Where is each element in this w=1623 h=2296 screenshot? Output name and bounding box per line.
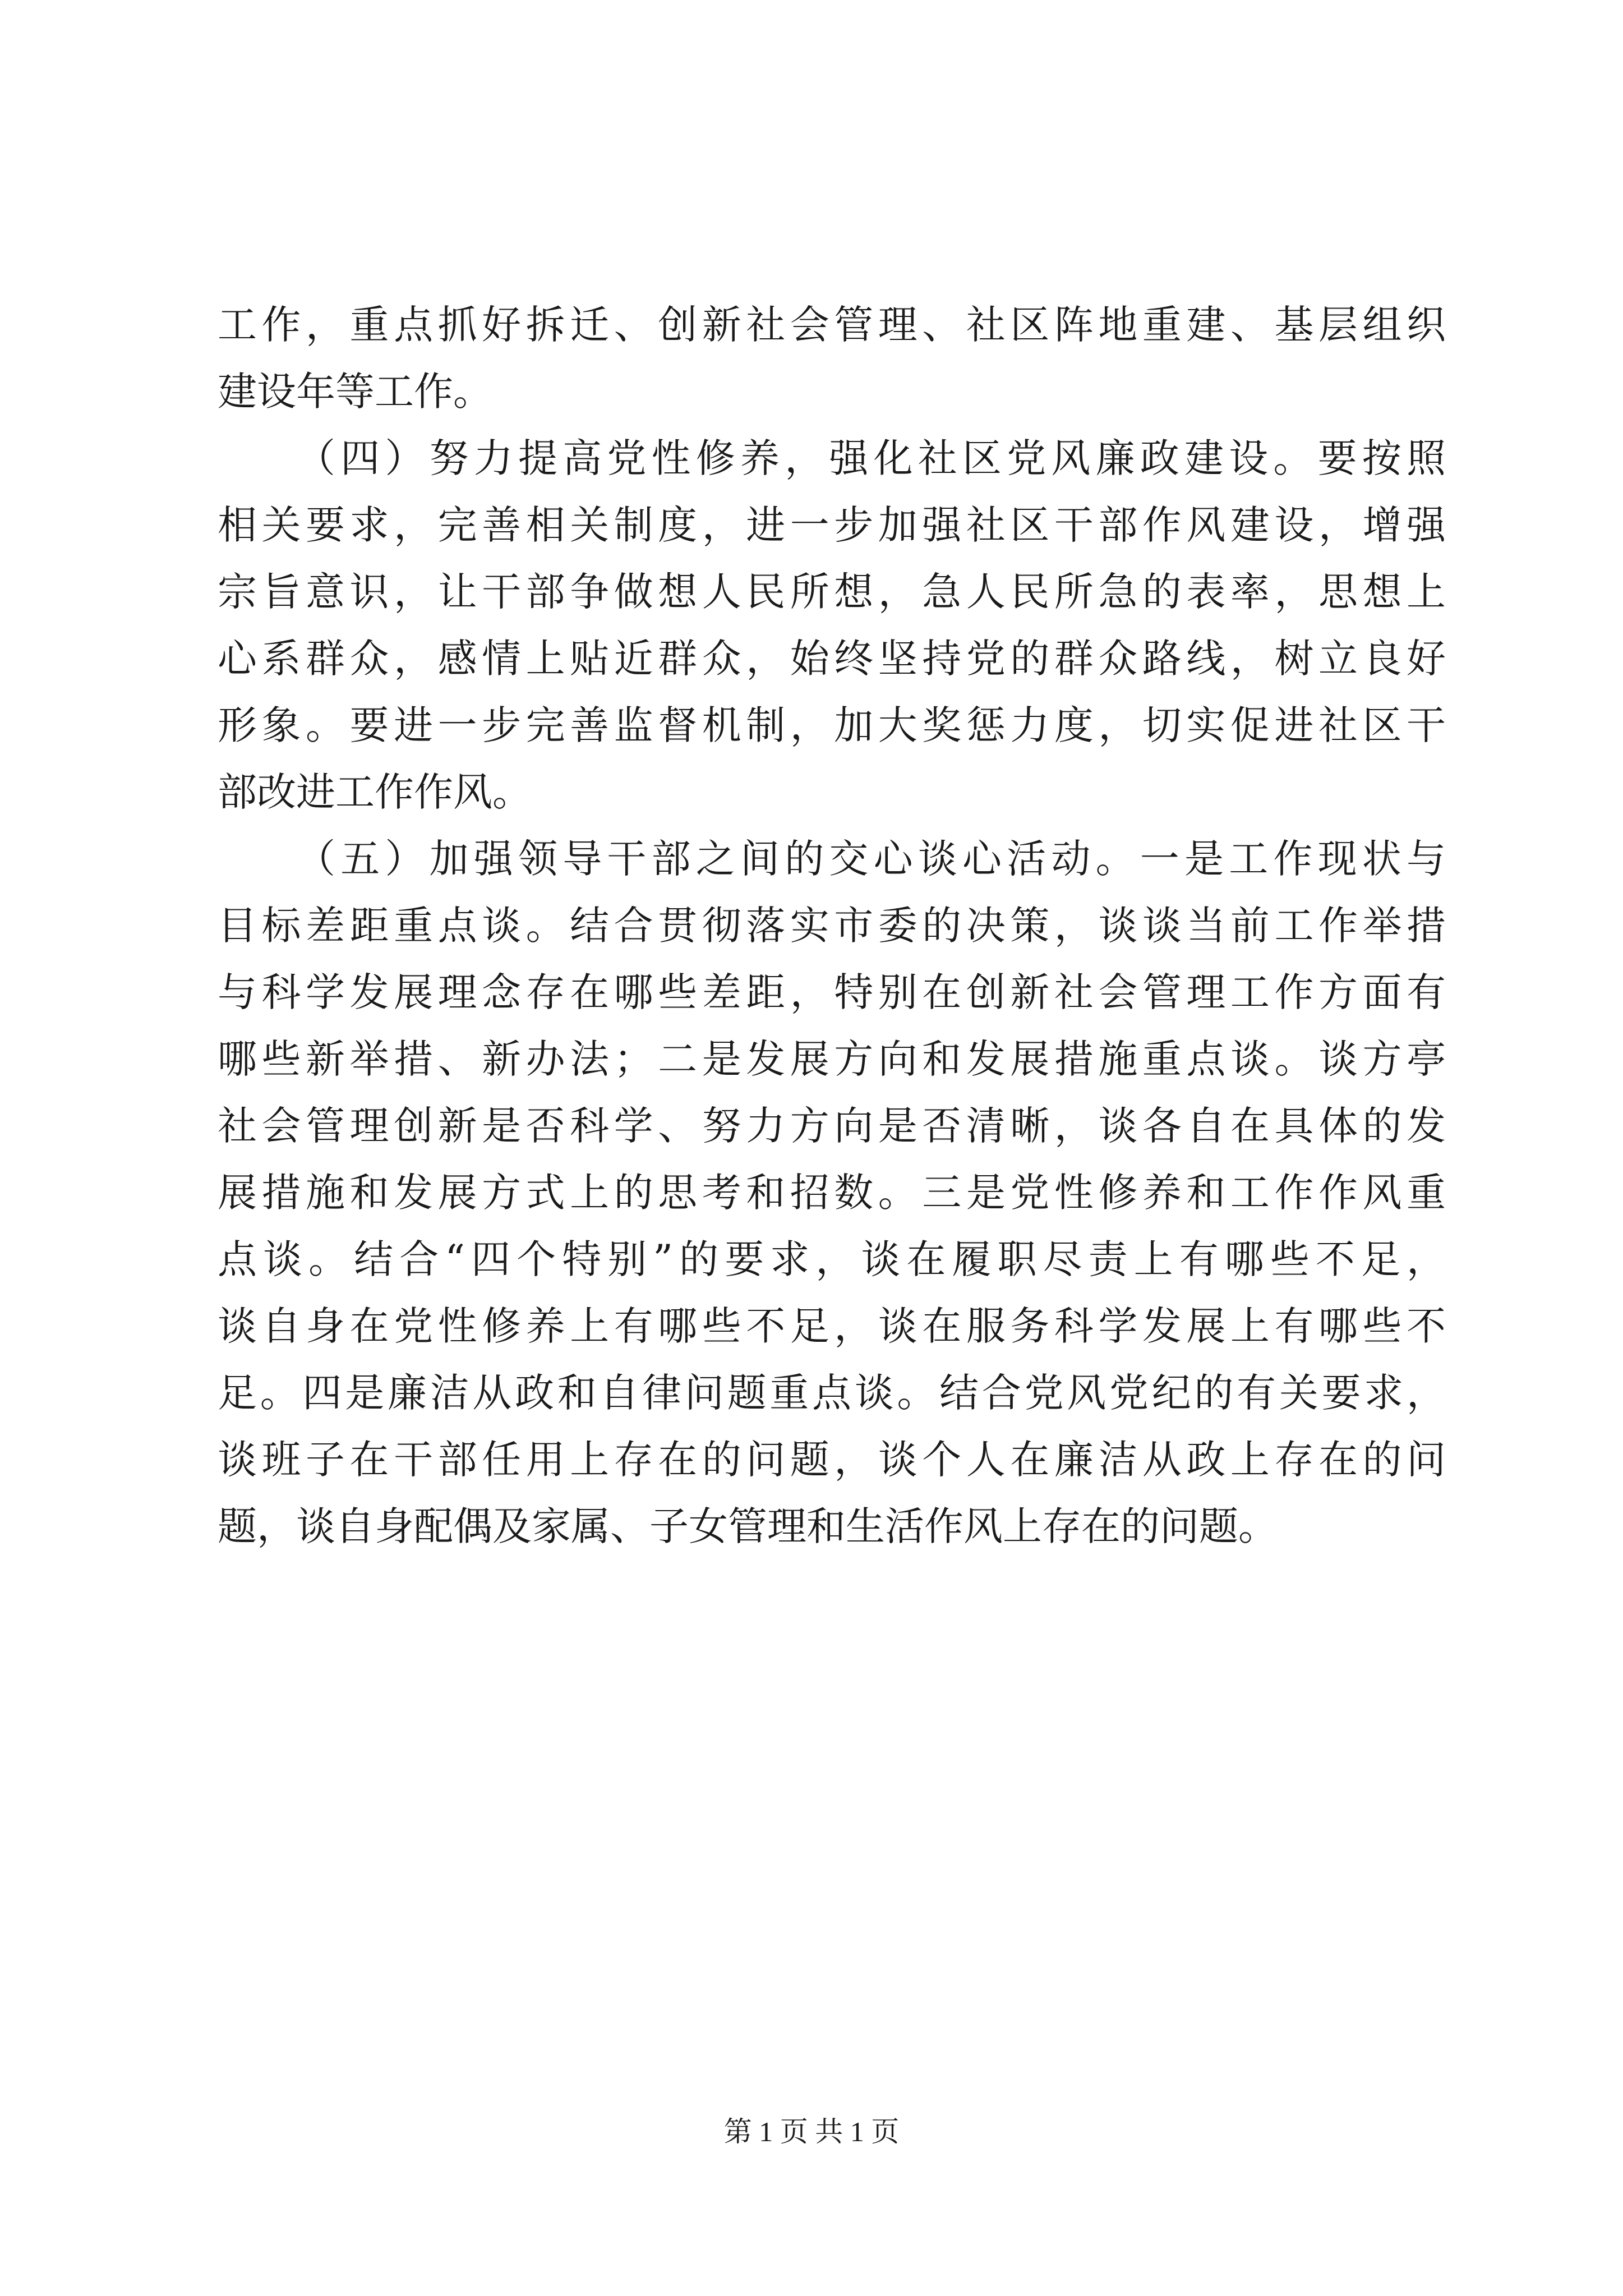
- text-line: （五）加强领导干部之间的交心谈心活动。一是工作现状与: [296, 836, 1446, 882]
- text-line: 目标差距重点谈。结合贯彻落实市委的决策，谈谈当前工作举措: [218, 903, 1446, 949]
- page-footer: 第 1 页 共 1 页: [723, 2116, 900, 2147]
- text-line: 点谈。结合“四个特别”的要求，谈在履职尽责上有哪些不足，: [218, 1236, 1446, 1282]
- text-line: 部改进工作作风。: [218, 769, 532, 815]
- text-line: 谈班子在干部任用上存在的问题，谈个人在廉洁从政上存在的问: [218, 1437, 1446, 1483]
- text-line: 宗旨意识，让干部争做想人民所想，急人民所急的表率，思想上: [218, 569, 1446, 615]
- document-body: [218, 292, 1446, 1560]
- text-line: 形象。要进一步完善监督机制，加大奖惩力度，切实促进社区干: [218, 702, 1446, 748]
- text-line: 谈自身在党性修养上有哪些不足，谈在服务科学发展上有哪些不: [218, 1303, 1446, 1349]
- text-line: （四）努力提高党性修养，强化社区党风廉政建设。要按照: [296, 435, 1446, 481]
- text-line: 哪些新举措、新办法；二是发展方向和发展措施重点谈。谈方亭: [218, 1036, 1446, 1082]
- text-line: 题，谈自身配偶及家属、子女管理和生活作风上存在的问题。: [218, 1503, 1278, 1549]
- text-line: 社会管理创新是否科学、努力方向是否清晰，谈各自在具体的发: [218, 1103, 1446, 1149]
- text-line: 建设年等工作。: [218, 369, 492, 415]
- text-line: 与科学发展理念存在哪些差距，特别在创新社会管理工作方面有: [218, 969, 1446, 1015]
- text-line: 工作，重点抓好拆迁、创新社会管理、社区阵地重建、基层组织: [218, 302, 1446, 348]
- text-line: 足。四是廉洁从政和自律问题重点谈。结合党风党纪的有关要求，: [218, 1370, 1446, 1416]
- text-line: 相关要求，完善相关制度，进一步加强社区干部作风建设，增强: [218, 502, 1446, 548]
- text-line: 展措施和发展方式上的思考和招数。三是党性修养和工作作风重: [218, 1170, 1446, 1216]
- text-line: 心系群众，感情上贴近群众，始终坚持党的群众路线，树立良好: [218, 636, 1446, 682]
